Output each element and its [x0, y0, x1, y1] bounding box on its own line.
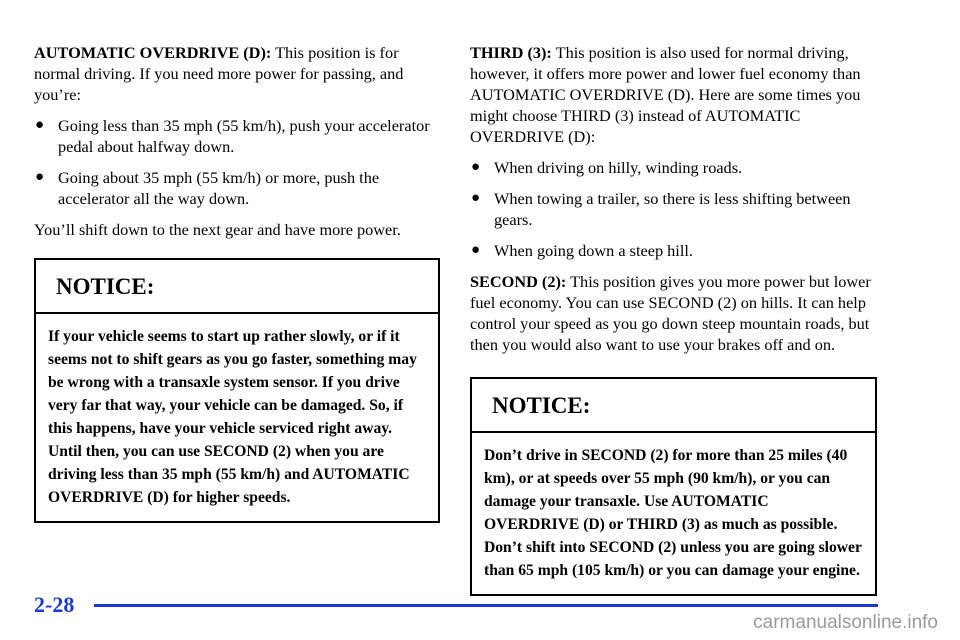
overdrive-bullet-list — [34, 115, 440, 209]
list-item — [470, 157, 877, 178]
notice-body: If your vehicle seems to start up rather slowly, or if it seems not to shift gears as you go faster, something may be wrong with a transaxle system sensor. If you drive very far that way, your vehicle can be damaged. So, if this happens, have your vehicle serviced right away. Until then, you can use SECOND (2) when you are driving less than 35 mph (55 km/h) and AUTOMATIC OVERDRIVE (D) for higher speeds. — [48, 328, 417, 506]
third-paragraph — [470, 42, 877, 147]
list-item — [470, 188, 877, 230]
right-column — [470, 42, 877, 596]
list-item — [34, 115, 440, 157]
page-number: 2-28 — [34, 592, 75, 617]
list-item — [34, 167, 440, 209]
notice-box-transaxle-sensor — [34, 258, 440, 523]
bullet-icon: ● — [471, 159, 481, 175]
bullet-text: Going about 35 mph (55 km/h) or more, push the accelerator all the way down. — [58, 168, 380, 208]
second-label: SECOND (2): — [470, 272, 567, 291]
bullet-text: Going less than 35 mph (55 km/h), push your accelerator pedal about halfway down. — [58, 116, 430, 156]
bullet-text: When driving on hilly, winding roads. — [494, 158, 743, 177]
notice-box-second-gear — [470, 377, 877, 596]
third-text: This position is also used for normal driving, however, it offers more power and lower fuel economy than AUTOMATIC OVERDRIVE (D). Here are some times you might choose THIRD (3) instead of AUTOMATIC OVERDRIVE (D): — [470, 43, 861, 146]
shift-down-paragraph: You’ll shift down to the next gear and have more power. — [34, 220, 401, 239]
notice-title: NOTICE: — [36, 260, 438, 314]
third-bullet-list — [470, 157, 877, 261]
third-label: THIRD (3): — [470, 43, 552, 62]
notice-body: Don’t drive in SECOND (2) for more than 25 miles (40 km), or at speeds over 55 mph (90 km/h), or you can damage your transaxle. Use AUTOMATIC OVERDRIVE (D) or THIRD (3) as much as possible. Don’t shift into SECOND (2) unless you are going slower than 65 mph (105 km/h) or you can damage your engine. — [484, 447, 862, 579]
second-paragraph — [470, 271, 877, 355]
left-column — [34, 42, 440, 523]
notice-title: NOTICE: — [472, 379, 875, 433]
bullet-text: When towing a trailer, so there is less shifting between gears. — [494, 189, 851, 229]
bullet-icon: ● — [35, 169, 45, 185]
bullet-icon: ● — [471, 242, 481, 258]
bullet-icon: ● — [35, 117, 45, 133]
overdrive-paragraph — [34, 42, 440, 105]
bullet-icon: ● — [471, 190, 481, 206]
watermark: carmanualsonline.info — [753, 612, 938, 633]
overdrive-label: AUTOMATIC OVERDRIVE (D): — [34, 43, 272, 62]
list-item — [470, 240, 877, 261]
bullet-text: When going down a steep hill. — [494, 241, 693, 260]
overdrive-text: This position is for normal driving. If you need more power for passing, and you’re: — [34, 43, 404, 104]
footer-rule — [94, 604, 878, 607]
second-text: This position gives you more power but lower fuel economy. You can use SECOND (2) on hills. It can help control your speed as you go down steep mountain roads, but then you would also want to use your brakes off and on. — [470, 272, 871, 354]
